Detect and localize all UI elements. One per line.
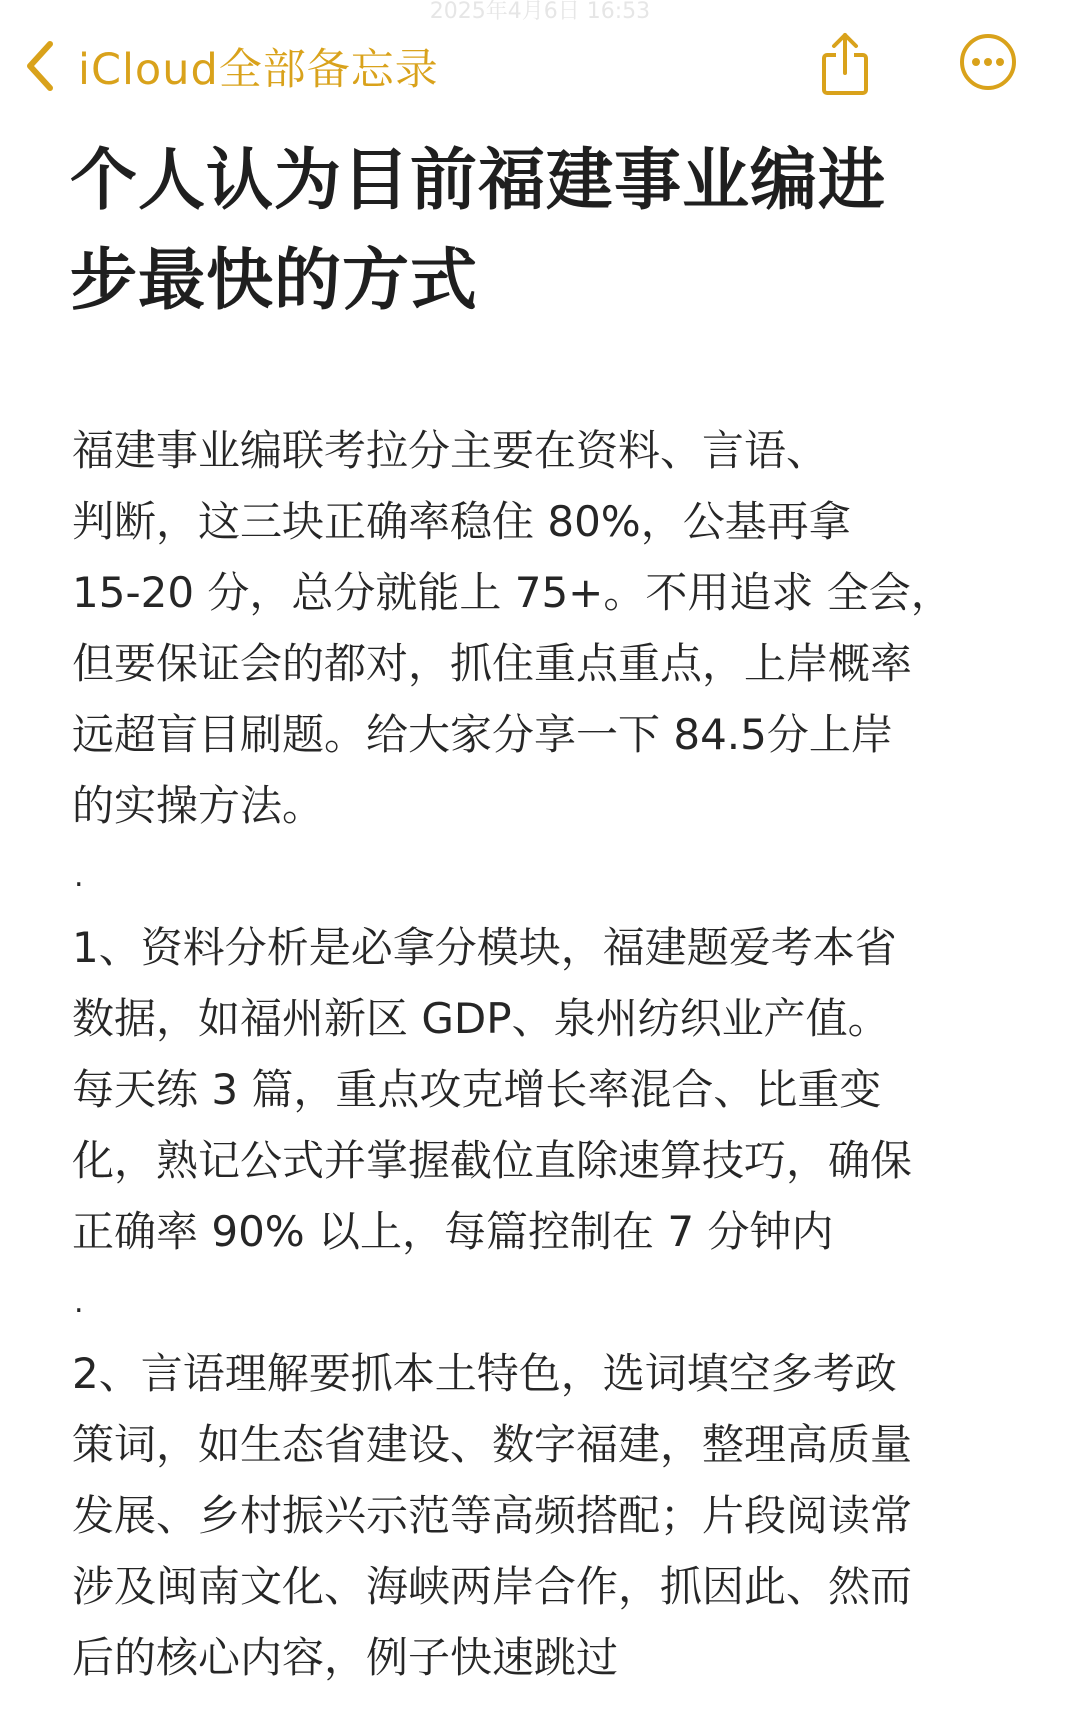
- chevron-left-icon: [20, 38, 60, 94]
- note-line: 判断，这三块正确率稳住 80%，公基再拿: [72, 497, 851, 546]
- note-title[interactable]: [70, 130, 1000, 330]
- note-line: 后的核心内容，例子快速跳过: [72, 1633, 619, 1682]
- note-title-line: 步最快的方式: [70, 241, 478, 319]
- note-separator-dot: .: [74, 1285, 84, 1320]
- status-bar-time: 2025年4月6日 16:53: [429, 0, 651, 20]
- ellipsis-circle-icon: [958, 32, 1018, 96]
- note-line: 策词，如生态省建设、数字福建，整理高质量: [72, 1420, 913, 1469]
- note-line: 福建事业编联考拉分主要在资料、言语、: [72, 426, 829, 475]
- note-line: 2、言语理解要抓本土特色，选词填空多考政: [72, 1349, 897, 1398]
- note-line: 每天练 3 篇，重点攻克增长率混合、比重变: [72, 1065, 882, 1114]
- note-line: 15-20 分，总分就能上 75+。不用追求 全会，: [72, 568, 953, 617]
- note-line: 发展、乡村振兴示范等高频搭配；片段阅读常: [72, 1491, 913, 1540]
- note-line: 化，熟记公式并掌握截位直除速算技巧，确保: [72, 1136, 913, 1185]
- share-button[interactable]: [815, 24, 875, 108]
- note-line: 的实操方法。: [72, 781, 325, 830]
- note-body[interactable]: [72, 415, 1012, 1693]
- back-button[interactable]: [20, 28, 439, 104]
- note-separator-dot: .: [74, 859, 84, 894]
- more-options-button[interactable]: [954, 30, 1022, 98]
- share-icon: [819, 31, 871, 101]
- note-line: 涉及闽南文化、海峡两岸合作，抓因此、然而: [72, 1562, 913, 1611]
- note-line: 数据，如福州新区 GDP、泉州纺织业产值。: [72, 994, 890, 1043]
- back-label: iCloud全部备忘录: [78, 44, 439, 95]
- note-title-line: 个人认为目前福建事业编进: [70, 141, 886, 219]
- navigation-bar: [0, 24, 1080, 108]
- note-line: 远超盲目刷题。给大家分享一下 84.5分上岸: [72, 710, 893, 759]
- note-line: 但要保证会的都对，抓住重点重点，上岸概率: [72, 639, 913, 688]
- note-line: 1、资料分析是必拿分模块，福建题爱考本省: [72, 923, 897, 972]
- note-line: 正确率 90% 以上，每篇控制在 7 分钟内: [72, 1207, 834, 1256]
